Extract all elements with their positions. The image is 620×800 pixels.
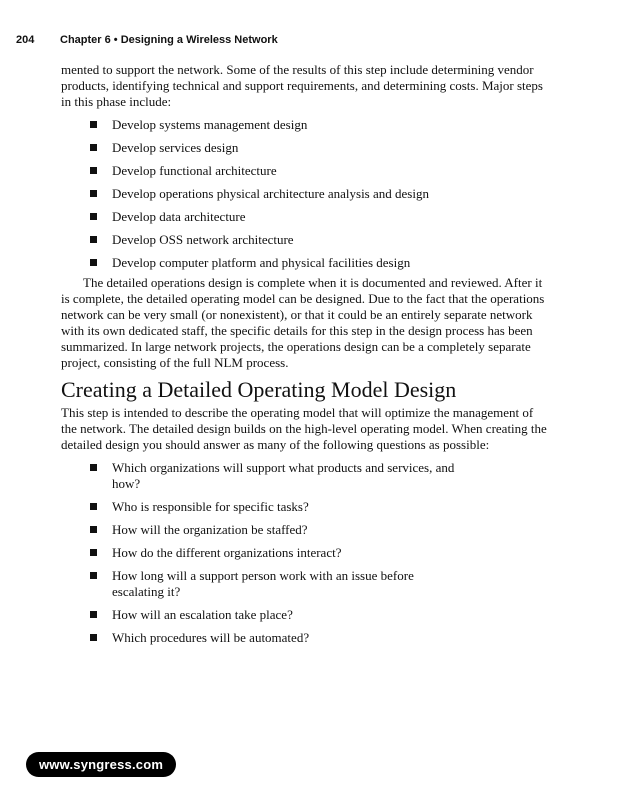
list-item-text: Develop OSS network architecture bbox=[112, 232, 294, 247]
list-item bbox=[61, 522, 547, 538]
list-item bbox=[61, 630, 547, 646]
questions-list bbox=[61, 460, 547, 646]
list-item-text: How will an escalation take place? bbox=[112, 607, 293, 622]
body-column bbox=[61, 62, 547, 646]
square-bullet-icon bbox=[90, 236, 97, 243]
list-item-text: Which organizations will support what products and services, and how? bbox=[112, 460, 455, 491]
square-bullet-icon bbox=[90, 611, 97, 618]
list-item bbox=[61, 460, 547, 492]
list-item bbox=[61, 186, 547, 202]
list-item-text: Which procedures will be automated? bbox=[112, 630, 310, 645]
list-item bbox=[61, 209, 547, 225]
square-bullet-icon bbox=[90, 572, 97, 579]
square-bullet-icon bbox=[90, 190, 97, 197]
square-bullet-icon bbox=[90, 167, 97, 174]
list-item-text: Develop services design bbox=[112, 140, 239, 155]
website-badge[interactable]: www.syngress.com bbox=[26, 752, 176, 777]
square-bullet-icon bbox=[90, 526, 97, 533]
chapter-title: Chapter 6 • Designing a Wireless Network bbox=[60, 34, 278, 46]
list-item-text: Develop functional architecture bbox=[112, 163, 277, 178]
square-bullet-icon bbox=[90, 144, 97, 151]
list-item bbox=[61, 545, 547, 561]
list-item bbox=[61, 140, 547, 156]
list-item bbox=[61, 255, 547, 271]
list-item-text: Develop systems management design bbox=[112, 117, 308, 132]
list-item bbox=[61, 499, 547, 515]
running-head bbox=[16, 34, 278, 46]
list-item bbox=[61, 117, 547, 133]
list-item bbox=[61, 163, 547, 179]
section-heading: Creating a Detailed Operating Model Design bbox=[61, 377, 457, 402]
list-item-text: Develop data architecture bbox=[112, 209, 246, 224]
page-number: 204 bbox=[16, 34, 35, 46]
list-item-text: Develop operations physical architecture analysis and design bbox=[112, 186, 429, 201]
steps-list bbox=[61, 117, 547, 271]
operations-paragraph: The detailed operations design is complete when it is documented and reviewed. After it is complete, the detailed operating model can be designed. Due to the fact that the operations network can be very small (or nonexistent), or that it could be an entirely separate network with its own dedicated staff, the specific details for this step in the design process has been summarized. In large network projects, the operations design can be a completely separate project, consisting of the full NLM process. bbox=[61, 275, 545, 370]
square-bullet-icon bbox=[90, 634, 97, 641]
list-item bbox=[61, 568, 547, 600]
list-item-text: How long will a support person work with an issue before escalating it? bbox=[112, 568, 414, 599]
square-bullet-icon bbox=[90, 259, 97, 266]
square-bullet-icon bbox=[90, 549, 97, 556]
list-item-text: Develop computer platform and physical facilities design bbox=[112, 255, 411, 270]
section-paragraph: This step is intended to describe the operating model that will optimize the management of the network. The detailed design builds on the high-level operating model. When creating the detailed design you should answer as many of the following questions as possible: bbox=[61, 405, 547, 452]
intro-paragraph: mented to support the network. Some of the results of this step include determining vendor products, identifying technical and support requirements, and determining costs. Major steps in this phase include: bbox=[61, 62, 543, 109]
list-item-text: How will the organization be staffed? bbox=[112, 522, 308, 537]
square-bullet-icon bbox=[90, 464, 97, 471]
square-bullet-icon bbox=[90, 503, 97, 510]
list-item bbox=[61, 232, 547, 248]
list-item-text: Who is responsible for specific tasks? bbox=[112, 499, 309, 514]
list-item-text: How do the different organizations interact? bbox=[112, 545, 342, 560]
list-item bbox=[61, 607, 547, 623]
square-bullet-icon bbox=[90, 121, 97, 128]
square-bullet-icon bbox=[90, 213, 97, 220]
